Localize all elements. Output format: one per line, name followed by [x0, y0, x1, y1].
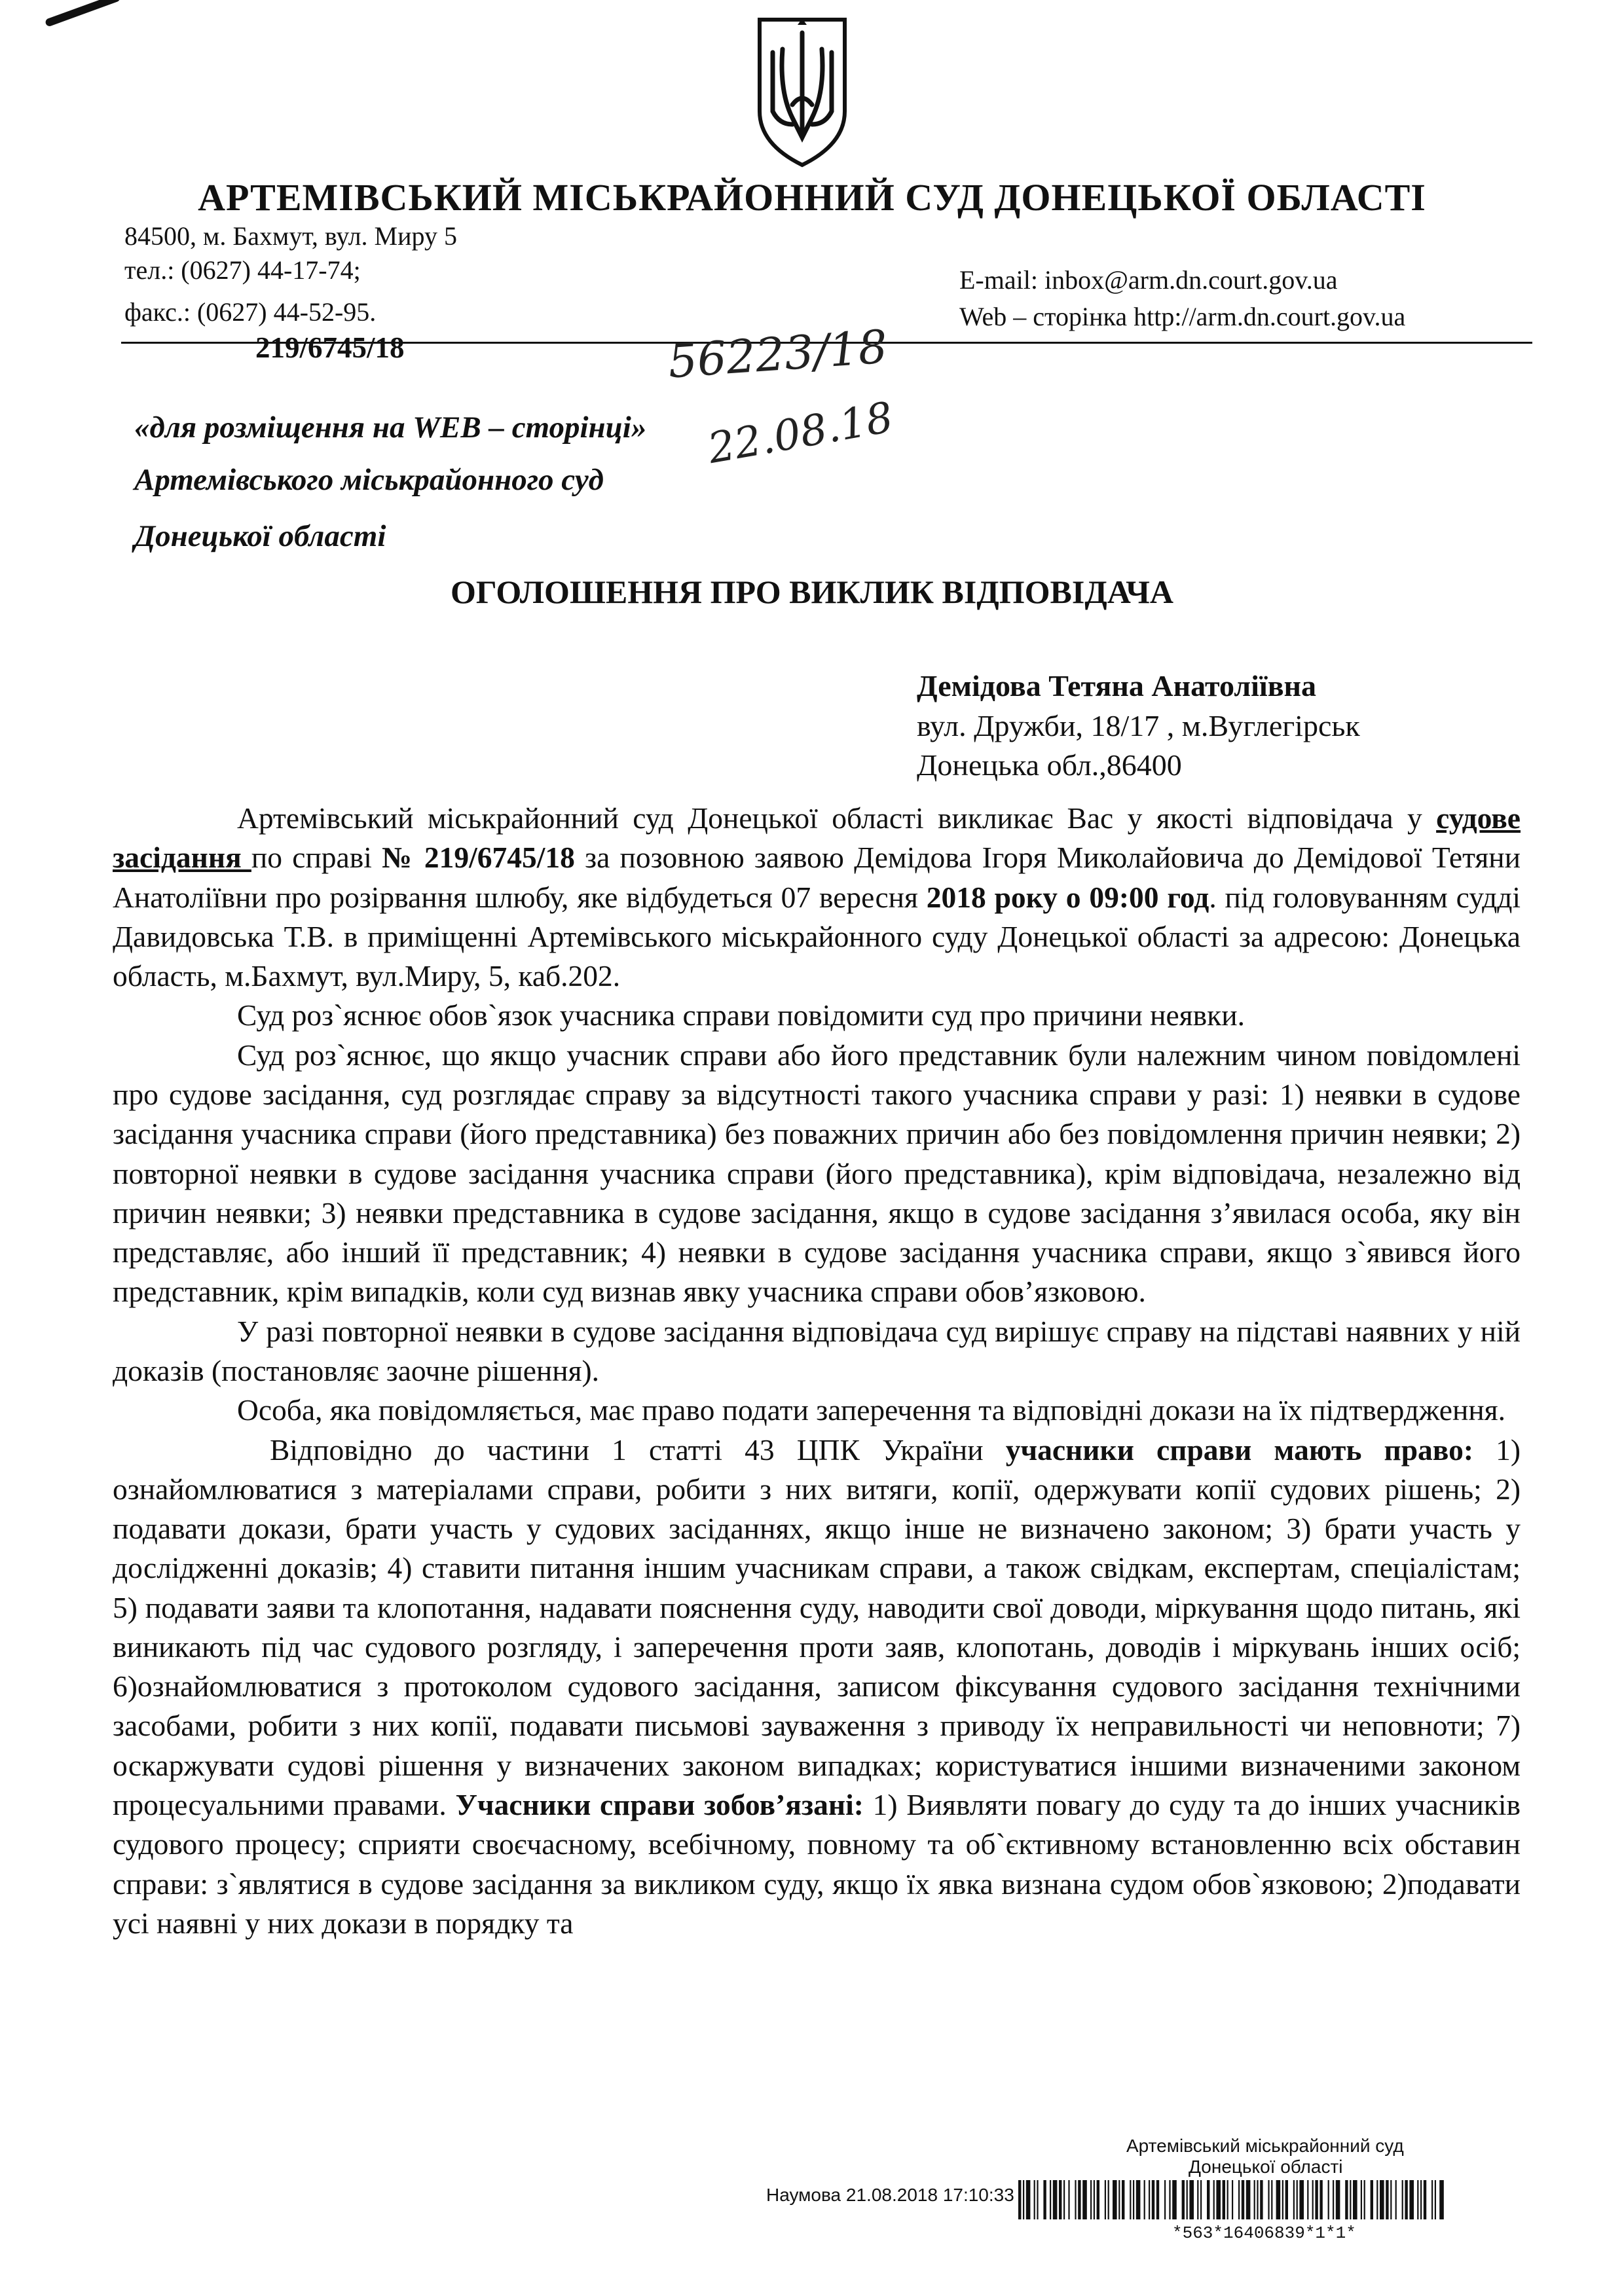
text-run-bold: 2018 року о 09:00 год [926, 880, 1209, 914]
court-name: АРТЕМІВСЬКИЙ МІСЬКРАЙОННИЙ СУД ДОНЕЦЬКОЇ ОБЛАСТІ [198, 176, 1426, 219]
paragraph-summons [113, 799, 1521, 996]
court-fax: факс.: (0627) 44-52-95. [124, 297, 377, 327]
placement-note-line3: Донецької області [134, 519, 386, 553]
text-run: Відповідно до частини 1 статті 43 ЦПК України [270, 1432, 1006, 1467]
text-run: 1) Виявляти повагу до суду та до інших учасників судового процесу; сприяти своєчасному, всебічному, повному та об`єктивному встановленню всіх обставин справи: з`являтися в судове засідання за викликом суду, якщо їх явка визнана судом обов`язковою; 2)подавати усі наявні у них докази в порядку та [113, 1788, 1521, 1940]
text-run: 1) ознайомлюватися з матеріалами справи, робити з них витяги, копії, одержувати копії судових рішень; 2) подавати докази, брати участь у судових засіданнях, якщо інше не визначено законом; 3) брати участь у дослідженні доказів; 4) ставити питання іншим учасникам справи, а також свідкам, експертам, спеціалістам; 5) подавати заяви та клопотання, надавати пояснення суду, наводити свої доводи, міркування щодо питань, які виникають під час судового розгляду, і заперечення проти заяв, клопотань, доводів і міркувань інших осіб; 6)ознайомлюватися з протоколом судового засідання, записом фіксування судового засідання технічними засобами, робити з них копії, подавати письмові зауваження з приводу їх неправильності чи неповноти; 7) оскаржувати судові рішення у визначених законом випадках; користуватися іншими визначеними законом процесуальними правами. [113, 1432, 1521, 1822]
stamp-line2: Донецької області [1189, 2157, 1343, 2177]
paragraph-objection: Особа, яка повідомляється, має право подати заперечення та відповідні докази на їх підтвердження. [237, 1393, 1505, 1427]
placement-note-line2: Артемівського міськрайонного суд [134, 463, 604, 497]
barcode-icon [1018, 2180, 1444, 2219]
pen-mark [45, 0, 121, 27]
recipient-region: Донецька обл.,86400 [917, 748, 1182, 782]
barcode-number: *563*16406839*1*1* [1172, 2223, 1356, 2243]
trident-emblem-icon [753, 13, 851, 170]
recipient-block [917, 666, 1360, 786]
court-website: Web – сторінка http://arm.dn.court.gov.ua [959, 302, 1406, 331]
handwritten-incoming-number: 56223/18 [666, 319, 889, 389]
court-address: 84500, м. Бахмут, вул. Миру 5 [124, 221, 457, 251]
paragraph-rights [113, 1430, 1521, 1944]
recipient-name: Демідова Тетяна Анатоліївна [917, 669, 1317, 702]
recipient-street: вул. Дружби, 18/17 , м.Вуглегірськ [917, 708, 1360, 742]
announcement-body [113, 799, 1521, 1943]
placement-note-line1: «для розміщення на WEB – сторінці» [134, 410, 647, 445]
text-run: . під головуванням судді Давидовська Т.В. в приміщенні Артемівського міськрайонного суду Донецької області за адресою: Донецька область, м.Бахмут, вул.Миру, 5, каб.202. [113, 880, 1521, 993]
handwritten-date: 22.08.18 [704, 393, 897, 474]
stamp-line1: Артемівський міськрайонний суд [1126, 2136, 1404, 2156]
text-run-underlined: судове засідання [113, 801, 1521, 875]
text-run-bold: учасники справи мають право: [1005, 1432, 1473, 1467]
registrar-timestamp: Наумова 21.08.2018 17:10:33 [766, 2185, 1014, 2205]
text-run: по справі [251, 841, 382, 875]
text-run: Артемівський міськрайонний суд Донецької області викликає Вас у якості відповідача у [237, 801, 1437, 835]
paragraph-repeated-absence: У разі повторної неявки в судове засідання відповідача суд вирішує справу на підставі наявних у ній доказів (постановляє заочне рішення). [113, 1314, 1521, 1387]
document-title: ОГОЛОШЕННЯ ПРО ВИКЛИК ВІДПОВІДАЧА [450, 574, 1174, 610]
text-run-bold: № 219/6745/18 [382, 841, 575, 875]
case-number: 219/6745/18 [255, 331, 405, 364]
text-run: за позовною заявою Демідова Ігоря Миколайовича до Демідової Тетяни Анатоліївни про розірвання шлюбу, яке відбудеться 07 вересня [113, 841, 1521, 914]
paragraph-absence: Суд роз`яснює, що якщо учасник справи або його представник були належним чином повідомлені про судове засідання, суд розглядає справу за відсутності такого учасника справи у разі: 1) неявки в судове засідання учасника справи (його представника) без поважних причин або без повідомлення причин неявки; 2) повторної неявки в судове засідання учасника справи (його представника), крім відповідача, незалежно від причин неявки; 3) неявки представника в судове засідання, якщо в судове засідання з’явилася особа, яку він представляє, або інший її представник; 4) неявки в судове засідання учасника справи, якщо з`явився його представник, крім випадків, коли суд визнав явку учасника справи обов’язковою. [113, 1038, 1521, 1309]
text-run-bold: Учасники справи зобов’язані: [455, 1788, 864, 1822]
court-phone: тел.: (0627) 44-17-74; [124, 255, 361, 285]
court-email: E-mail: inbox@arm.dn.court.gov.ua [959, 265, 1338, 295]
paragraph-duty: Суд роз`яснює обов`язок учасника справи повідомити суд про причини неявки. [237, 998, 1245, 1032]
